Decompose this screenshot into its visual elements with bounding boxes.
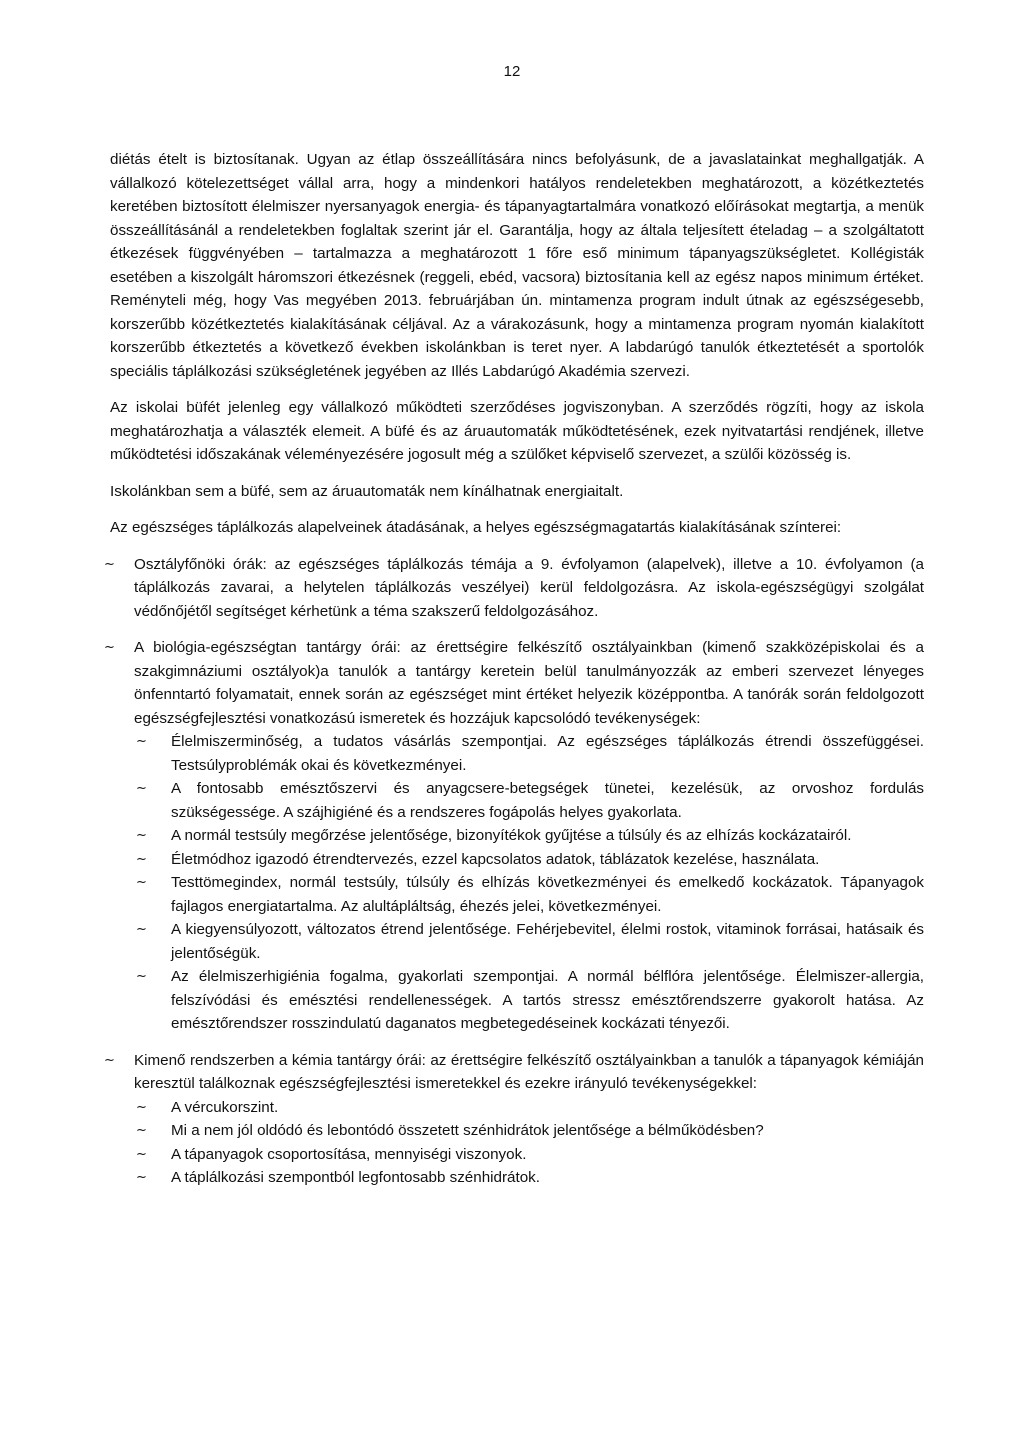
- list-item: [104, 553, 924, 624]
- biology-topics-list: [134, 730, 924, 1036]
- sub-list-item: [134, 871, 924, 918]
- sub-list-item: [134, 824, 924, 848]
- tilde-bullet-icon: ~: [136, 781, 147, 796]
- list-item-text: Kimenő rendszerben a kémia tantárgy órái: az érettségire felkészítő osztályainkban a tanulók a tápanyagok kémiáján keresztül találkoznak egészségfejlesztési ismeretekkel és ezekre irányuló tevékenységekkel:: [134, 1051, 924, 1092]
- sub-list-item-text: A vércukorszint.: [171, 1098, 279, 1116]
- sub-list-item-text: Testtömegindex, normál testsúly, túlsúly és elhízás következményei és emelkedő kockázatok. Tápanyagok fajlagos energiatartalma. Az alultápláltság, éhezés jelei, következményei.: [171, 874, 924, 915]
- tilde-bullet-icon: ~: [136, 969, 147, 984]
- page-content: [104, 148, 924, 1203]
- page-number: 12: [503, 63, 521, 80]
- tilde-bullet-icon: ~: [104, 556, 115, 572]
- list-item: [104, 636, 924, 1036]
- sub-list-item-text: A fontosabb emésztőszervi és anyagcsere-betegségek tünetei, kezelésük, az orvoshoz fordulás szükségessége. A szájhigiéné és a rendszeres fogápolás helyes gyakorlata.: [171, 780, 924, 821]
- list-item: [104, 1049, 924, 1190]
- sub-list-item-text: Élelmiszerminőség, a tudatos vásárlás szempontjai. Az egészséges táplálkozás étrendi összefüggései. Testsúlyproblémák okai és következményei.: [171, 733, 924, 774]
- chemistry-topics-list: [134, 1096, 924, 1190]
- sub-list-item-text: Mi a nem jól oldódó és lebontódó összetett szénhidrátok jelentősége a bélműködésben?: [171, 1122, 764, 1139]
- list-item-text: Osztályfőnöki órák: az egészséges táplálkozás témája a 9. évfolyamon (alapelvek), illetve a 10. évfolyamon (a táplálkozás zavarai, a helytelen táplálkozás veszélyei) kerül feldolgozásra. Az iskola-egészségügyi szolgálat védőnőjétől segítséget kérhetünk a téma szakszerű feldolgozásához.: [134, 555, 924, 620]
- tilde-bullet-icon: ~: [136, 1099, 147, 1115]
- tilde-bullet-icon: ~: [136, 1123, 147, 1138]
- tilde-bullet-icon: ~: [104, 1052, 115, 1068]
- venues-list: [104, 553, 924, 1190]
- paragraph-catering: diétás ételt is biztosítanak. Ugyan az étlap összeállítására nincs befolyásunk, de a javaslatainkat meghallgatják. A vállalkozó kötelezettséget vállal arra, hogy a mindenkori hatályos rendeletekben meghatározott, a közétkeztetés keretében biztosított élelmiszer nyersanyagok energia- és tápanyagtartalmára vonatkozó előírásokat megtartja, a menük összeállításánál a rendeletekben foglaltak szerint jár el. Garantálja, hogy az általa teljesített ételadag – a szolgáltatott étkezések függvényében – tartalmazza a meghatározott 1 főre eső minimum tápanyagszükségletet. Kollégisták esetében a kiszolgált háromszori étkezésnek (reggeli, ebéd, vacsora) biztosítania kell az egész napos minimum értéket. Reményteli még, hogy Vas megyében 2013. februárjában ún. mintamenza program indult útnak az egészségesebb, korszerűbb közétkeztetés kialakításának céljával. Az a várakozásunk, hogy a mintamenza program nyomán kialakított korszerűbb étkeztetés a következő években iskolánkban is teret nyer. A labdarúgó tanulók étkeztetését a sportolók speciális táplálkozási szükségletének jegyében az Illés Labdarúgó Akadémia szervezi.: [110, 151, 924, 380]
- sub-list-item-text: A táplálkozási szempontból legfontosabb szénhidrátok.: [171, 1169, 540, 1186]
- tilde-bullet-icon: ~: [136, 1170, 147, 1185]
- tilde-bullet-icon: ~: [136, 875, 147, 890]
- tilde-bullet-icon: ~: [136, 828, 147, 843]
- sub-list-item: [134, 730, 924, 777]
- sub-list-item-text: A kiegyensúlyozott, változatos étrend jelentősége. Fehérjebevitel, élelmi rostok, vitaminok forrásai, hatásaik és jelentőségük.: [171, 921, 924, 962]
- tilde-bullet-icon: ~: [136, 1146, 147, 1162]
- sub-list-item-text: A normál testsúly megőrzése jelentősége, bizonyítékok gyűjtése a túlsúly és az elhízás kockázatairól.: [171, 827, 852, 844]
- sub-list-item-text: A tápanyagok csoportosítása, mennyiségi viszonyok.: [171, 1145, 527, 1163]
- sub-list-item: [134, 918, 924, 965]
- sub-list-item: [134, 1143, 924, 1167]
- sub-list-item: [134, 777, 924, 824]
- sub-list-item: [134, 965, 924, 1036]
- paragraph-venues-intro: Az egészséges táplálkozás alapelveinek átadásának, a helyes egészségmagatartás kialakításának színterei:: [110, 519, 842, 536]
- sub-list-item: [134, 1166, 924, 1190]
- sub-list-item: [134, 1119, 924, 1143]
- tilde-bullet-icon: ~: [136, 922, 147, 937]
- sub-list-item: [134, 848, 924, 872]
- tilde-bullet-icon: ~: [136, 851, 147, 867]
- tilde-bullet-icon: ~: [104, 640, 115, 655]
- sub-list-item-text: Életmódhoz igazodó étrendtervezés, ezzel kapcsolatos adatok, táblázatok kezelése, használata.: [171, 850, 820, 868]
- paragraph-buffet: Az iskolai büfét jelenleg egy vállalkozó működteti szerződéses jogviszonyban. A szerződés rögzíti, hogy az iskola meghatározhatja a választék elemeit. A büfé és az áruautomaták működtetésének, ezek nyitvatartási rendjének, illetve működtetési időszakának véleményezésére jogosult még a szülőket képviselő szervezet, a szülői közösség is.: [110, 399, 924, 463]
- tilde-bullet-icon: ~: [136, 734, 147, 749]
- paragraph-energy-drinks: Iskolánkban sem a büfé, sem az áruautomaták nem kínálhatnak energiaitalt.: [110, 482, 624, 500]
- sub-list-item: [134, 1096, 924, 1120]
- sub-list-item-text: Az élelmiszerhigiénia fogalma, gyakorlati szempontjai. A normál bélflóra jelentősége. Élelmiszer-allergia, felszívódási és emésztési rendellenességek. A tartós stressz emésztőrendszerre gyakorolt hatása. Az emésztőrendszer rosszindulatú daganatos megbetegedéseinek kockázati tényezői.: [171, 968, 924, 1032]
- list-item-text: A biológia-egészségtan tantárgy órái: az érettségire felkészítő osztályainkban (kimenő szakközépiskolai és a szakgimnáziumi osztályok)a tanulók a tantárgy keretein belül tanulmányozzák az emberi szervezet lényeges önfenntartó folyamatait, ennek során az egészséget mint értéket helyezik középpontba. A tanórák során feldolgozott egészségfejlesztési vonatkozású ismeretek és hozzájuk kapcsolódó tevékenységek:: [134, 639, 924, 727]
